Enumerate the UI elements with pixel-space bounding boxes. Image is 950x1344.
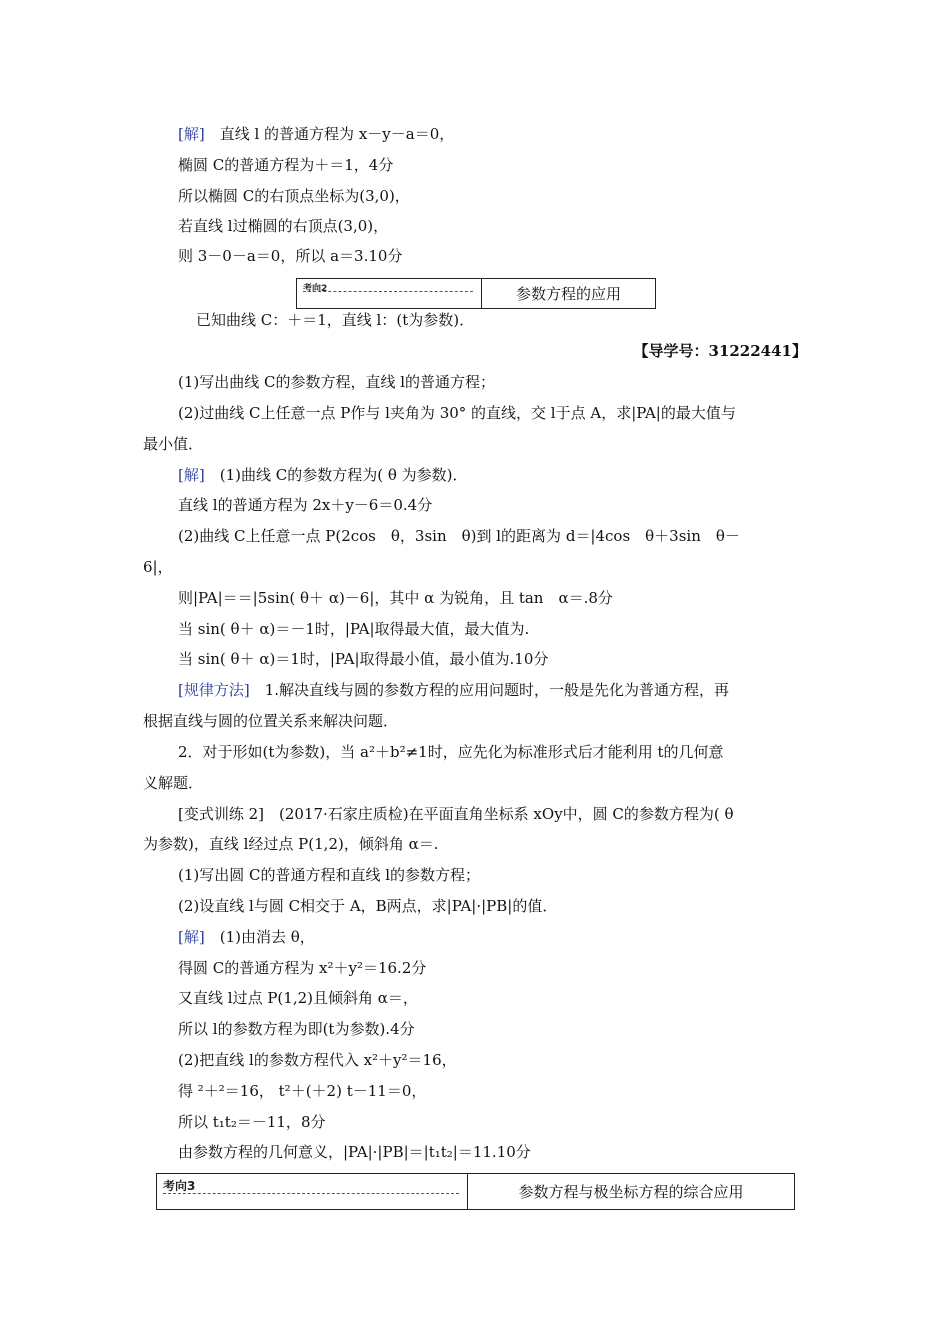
solution-line: 直线 l的普通方程为 2x＋y－6＝0.4分 bbox=[178, 496, 433, 514]
solution-line: 椭圆 C的普通方程为＋＝1，4分 bbox=[178, 156, 394, 174]
question-2: (2)过曲线 C上任意一点 P作与 l夹角为 30° 的直线，交 l于点 A，求|PA|的最大值与 bbox=[178, 404, 736, 422]
solution-line: 当 sin( θ＋ α)＝1时，|PA|取得最小值，最小值为.10分 bbox=[178, 650, 549, 668]
solution-tag: [解] bbox=[178, 466, 205, 484]
solution-line: 则 3－0－a＝0，所以 a＝3.10分 bbox=[178, 247, 403, 265]
variant-question-2: (2)设直线 l与圆 C相交于 A，B两点，求|PA|·|PB|的值． bbox=[178, 897, 558, 915]
method-tag: [规律方法] bbox=[178, 681, 250, 699]
solution-line: 得 ²＋²＝16， t²＋(＋2) t－11＝0， bbox=[178, 1082, 427, 1100]
solution-line: [解] (1)由消去 θ， bbox=[178, 928, 315, 946]
method-line: 根据直线与圆的位置关系来解决问题． bbox=[143, 712, 399, 730]
section-label: 考向2 bbox=[303, 284, 328, 294]
solution-line: [解] 直线 l 的普通方程为 x－y－a＝0， bbox=[178, 125, 455, 143]
divider bbox=[303, 291, 473, 292]
variant-line: 为参数)，直线 l经过点 P(1,2)，倾斜角 α＝. bbox=[143, 835, 439, 853]
solution-line: (2)曲线 C上任意一点 P(2cos θ，3sin θ)到 l的距离为 d＝|4cos θ＋3sin θ－ bbox=[178, 527, 740, 545]
section-title: 参数方程的应用 bbox=[515, 285, 621, 303]
solution-line: 所以 l的参数方程为即(t为参数).4分 bbox=[178, 1020, 415, 1038]
solution-line: 又直线 l过点 P(1,2)且倾斜角 α＝， bbox=[178, 989, 418, 1007]
guide-number: 【导学号：31222441】 bbox=[633, 342, 807, 360]
variant-line: [变式训练 2] (2017·石家庄质检)在平面直角坐标系 xOy中，圆 C的参数方程为( θ bbox=[178, 805, 734, 823]
variant-question-1: (1)写出圆 C的普通方程和直线 l的参数方程； bbox=[178, 866, 481, 884]
solution-tag: [解] bbox=[178, 125, 205, 143]
section-title: 参数方程与极坐标方程的综合应用 bbox=[518, 1183, 744, 1201]
divider bbox=[163, 1193, 459, 1194]
method-line: 2．对于形如(t为参数)，当 a²＋b²≠1时，应先化为标准形式后才能利用 t的几何意 bbox=[178, 743, 724, 761]
section-header-kaoxiang-2 bbox=[296, 278, 656, 309]
solution-line: 所以 t₁t₂＝－11，8分 bbox=[178, 1113, 326, 1131]
solution-line: 所以椭圆 C的右顶点坐标为(3,0)， bbox=[178, 187, 410, 205]
section-label: 考向3 bbox=[163, 1179, 196, 1193]
solution-line: 由参数方程的几何意义，|PA|·|PB|＝|t₁t₂|＝11.10分 bbox=[178, 1143, 531, 1161]
solution-line: [解] (1)曲线 C的参数方程为( θ 为参数)． bbox=[178, 466, 468, 484]
solution-line: 则|PA|＝＝|5sin( θ＋ α)－6|，其中 α 为锐角，且 tan α＝.8分 bbox=[178, 589, 613, 607]
question-2-cont: 最小值． bbox=[143, 435, 204, 453]
solution-tag: [解] bbox=[178, 928, 205, 946]
question-1: (1)写出曲线 C的参数方程，直线 l的普通方程； bbox=[178, 373, 496, 391]
solution-line: (2)把直线 l的参数方程代入 x²＋y²＝16， bbox=[178, 1051, 457, 1069]
method-line: [规律方法] 1.解决直线与圆的参数方程的应用问题时，一般是先化为普通方程，再 bbox=[178, 681, 730, 699]
solution-line: 6|， bbox=[143, 558, 173, 576]
solution-line: 得圆 C的普通方程为 x²＋y²＝16.2分 bbox=[178, 959, 427, 977]
problem-stem: 已知曲线 C：＋＝1，直线 l：(t为参数)． bbox=[196, 311, 475, 329]
solution-line: 若直线 l过椭圆的右顶点(3,0)， bbox=[178, 217, 389, 235]
solution-line: 当 sin( θ＋ α)＝－1时，|PA|取得最大值，最大值为. bbox=[178, 620, 530, 638]
section-header-kaoxiang-3 bbox=[156, 1173, 795, 1210]
method-line: 义解题． bbox=[143, 774, 204, 792]
